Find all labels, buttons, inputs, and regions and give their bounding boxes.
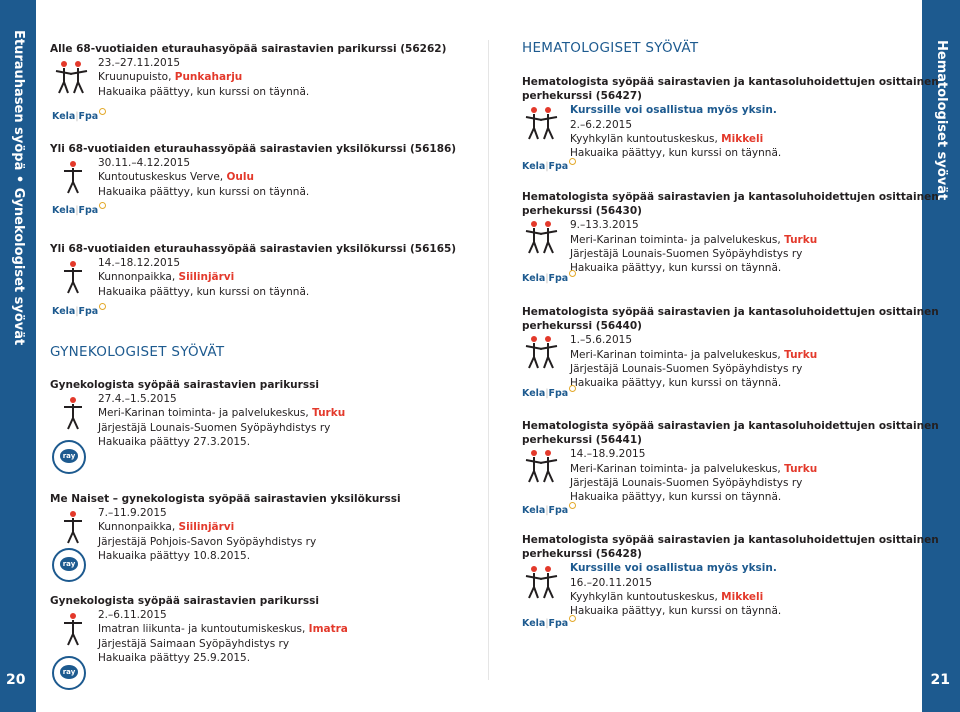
course-city: Turku bbox=[784, 233, 818, 246]
course-notice: Kurssille voi osallistua myös yksin. bbox=[570, 562, 777, 575]
course-status: Hakuaika päättyy 25.9.2015. bbox=[98, 651, 251, 664]
course-title: Me Naiset – gynekologista syöpää sairastavien yksilökurssi bbox=[50, 493, 401, 505]
kela-fpa-logo: Kela|Fpa bbox=[52, 303, 106, 317]
course-location: Kyyhkylän kuntoutuskeskus, Mikkeli bbox=[570, 590, 764, 603]
course-dates: 7.–11.9.2015 bbox=[98, 507, 167, 520]
course-title-line2: perhekurssi (56428) bbox=[522, 548, 642, 561]
left-sidebar bbox=[0, 0, 36, 712]
course-organizer: Järjestäjä Lounais-Suomen Syöpäyhdistys ry bbox=[570, 476, 803, 489]
course-dates: 30.11.–4.12.2015 bbox=[98, 157, 191, 170]
course-entry bbox=[522, 419, 939, 504]
couple-figure-icon bbox=[52, 60, 92, 94]
course-organizer: Järjestäjä Saimaan Syöpäyhdistys ry bbox=[98, 637, 290, 650]
page-divider bbox=[488, 40, 489, 680]
course-status: Hakuaika päättyy, kun kurssi on täynnä. bbox=[98, 85, 310, 98]
course-location: Kyyhkylän kuntoutuskeskus, Mikkeli bbox=[570, 132, 764, 145]
course-dates: 1.–5.6.2015 bbox=[570, 334, 633, 347]
couple-figure-icon bbox=[522, 565, 562, 599]
kela-fpa-logo: Kela|Fpa bbox=[52, 202, 106, 216]
course-dates: 2.–6.2.2015 bbox=[570, 118, 633, 131]
course-title-line1: Hematologista syöpää sairastavien ja kantasoluhoidettujen osittainen bbox=[522, 420, 939, 432]
course-status: Hakuaika päättyy, kun kurssi on täynnä. bbox=[570, 377, 782, 390]
course-title-line1: Hematologista syöpää sairastavien ja kantasoluhoidettujen osittainen bbox=[522, 534, 939, 546]
course-entry bbox=[50, 42, 446, 99]
course-dates: 16.–20.11.2015 bbox=[570, 576, 653, 589]
course-city: Punkaharju bbox=[174, 71, 243, 84]
course-location: Meri-Karinan toiminta- ja palvelukeskus, Turku bbox=[570, 348, 818, 361]
kela-fpa-logo: Kela|Fpa bbox=[522, 502, 576, 516]
course-entry bbox=[50, 378, 345, 449]
ray-logo: ray bbox=[52, 440, 86, 474]
kela-fpa-logo: Kela|Fpa bbox=[522, 615, 576, 629]
course-title: Yli 68-vuotiaiden eturauhassyöpää sairastavien yksilökurssi (56165) bbox=[50, 243, 457, 255]
course-location: Kunnonpaikka, Siilinjärvi bbox=[98, 271, 235, 284]
kela-fpa-logo: Kela|Fpa bbox=[52, 108, 106, 122]
course-dates: 14.–18.9.2015 bbox=[570, 448, 646, 461]
course-location: Meri-Karinan toiminta- ja palvelukeskus, Turku bbox=[570, 462, 818, 475]
course-organizer: Järjestäjä Lounais-Suomen Syöpäyhdistys ry bbox=[570, 362, 803, 375]
course-entry bbox=[50, 142, 456, 199]
single-figure-icon bbox=[56, 396, 90, 430]
couple-figure-icon bbox=[522, 106, 562, 140]
course-city: Mikkeli bbox=[721, 590, 764, 603]
course-location: Kruunupuisto, Punkaharju bbox=[98, 71, 243, 84]
course-entry bbox=[522, 190, 939, 275]
course-title: Gynekologista syöpää sairastavien parikurssi bbox=[50, 379, 319, 391]
course-organizer: Järjestäjä Lounais-Suomen Syöpäyhdistys ry bbox=[98, 421, 331, 434]
course-title-line2: perhekurssi (56430) bbox=[522, 205, 642, 218]
course-status: Hakuaika päättyy, kun kurssi on täynnä. bbox=[570, 605, 782, 618]
course-title-line1: Hematologista syöpää sairastavien ja kantasoluhoidettujen osittainen bbox=[522, 76, 939, 88]
couple-figure-icon bbox=[522, 220, 562, 254]
course-location: Meri-Karinan toiminta- ja palvelukeskus, Turku bbox=[570, 233, 818, 246]
kela-fpa-logo: Kela|Fpa bbox=[522, 158, 576, 172]
course-city: Turku bbox=[784, 462, 818, 475]
course-title-line1: Hematologista syöpää sairastavien ja kantasoluhoidettujen osittainen bbox=[522, 306, 939, 318]
course-location: Imatran liikunta- ja kuntoutumiskeskus, Imatra bbox=[98, 623, 348, 636]
course-dates: 27.4.–1.5.2015 bbox=[98, 393, 177, 406]
course-entry bbox=[522, 533, 939, 618]
course-entry bbox=[50, 594, 348, 665]
course-city: Turku bbox=[312, 407, 346, 420]
course-entry bbox=[522, 305, 939, 390]
course-entry bbox=[50, 242, 456, 299]
course-status: Hakuaika päättyy, kun kurssi on täynnä. bbox=[570, 262, 782, 275]
course-title-line2: perhekurssi (56441) bbox=[522, 434, 642, 447]
right-sidebar-label: Hematologiset syövät bbox=[934, 40, 949, 201]
course-status: Hakuaika päättyy, kun kurssi on täynnä. bbox=[98, 285, 310, 298]
section-heading-gynecological: GYNEKOLOGISET SYÖVÄT bbox=[50, 344, 225, 360]
course-city: Imatra bbox=[308, 623, 348, 636]
course-city: Siilinjärvi bbox=[178, 521, 235, 534]
single-figure-icon bbox=[56, 510, 90, 544]
course-entry bbox=[522, 75, 939, 160]
course-title: Alle 68-vuotiaiden eturauhasyöpää sairastavien parikurssi (56262) bbox=[50, 43, 447, 55]
left-sidebar-label: Eturauhasen syöpä • Gynekologiset syövät bbox=[11, 30, 26, 346]
course-status: Hakuaika päättyy 27.3.2015. bbox=[98, 435, 251, 448]
course-title-line2: perhekurssi (56427) bbox=[522, 90, 642, 103]
course-title: Gynekologista syöpää sairastavien parikurssi bbox=[50, 595, 319, 607]
course-city: Mikkeli bbox=[721, 132, 764, 145]
course-organizer: Järjestäjä Pohjois-Savon Syöpäyhdistys ry bbox=[98, 535, 317, 548]
course-location: Kuntoutuskeskus Verve, Oulu bbox=[98, 171, 254, 184]
course-entry bbox=[50, 492, 401, 563]
course-organizer: Järjestäjä Lounais-Suomen Syöpäyhdistys ry bbox=[570, 247, 803, 260]
course-dates: 14.–18.12.2015 bbox=[98, 257, 181, 270]
course-status: Hakuaika päättyy 10.8.2015. bbox=[98, 549, 251, 562]
single-figure-icon bbox=[56, 160, 90, 194]
course-title: Yli 68-vuotiaiden eturauhassyöpää sairastavien yksilökurssi (56186) bbox=[50, 143, 457, 155]
kela-fpa-logo: Kela|Fpa bbox=[522, 270, 576, 284]
course-dates: 9.–13.3.2015 bbox=[570, 219, 639, 232]
course-status: Hakuaika päättyy, kun kurssi on täynnä. bbox=[570, 147, 782, 160]
course-city: Turku bbox=[784, 348, 818, 361]
course-city: Oulu bbox=[226, 171, 254, 184]
course-dates: 23.–27.11.2015 bbox=[98, 57, 181, 70]
course-title-line2: perhekurssi (56440) bbox=[522, 320, 642, 333]
course-location: Meri-Karinan toiminta- ja palvelukeskus, Turku bbox=[98, 407, 346, 420]
course-title-line1: Hematologista syöpää sairastavien ja kantasoluhoidettujen osittainen bbox=[522, 191, 939, 203]
course-dates: 2.–6.11.2015 bbox=[98, 609, 167, 622]
course-status: Hakuaika päättyy, kun kurssi on täynnä. bbox=[570, 491, 782, 504]
ray-logo: ray bbox=[52, 656, 86, 690]
kela-fpa-logo: Kela|Fpa bbox=[522, 385, 576, 399]
section-heading-hematological: HEMATOLOGISET SYÖVÄT bbox=[522, 40, 699, 56]
couple-figure-icon bbox=[522, 449, 562, 483]
single-figure-icon bbox=[56, 260, 90, 294]
right-page-number: 21 bbox=[930, 672, 950, 688]
ray-logo: ray bbox=[52, 548, 86, 582]
course-city: Siilinjärvi bbox=[178, 271, 235, 284]
course-location: Kunnonpaikka, Siilinjärvi bbox=[98, 521, 235, 534]
course-notice: Kurssille voi osallistua myös yksin. bbox=[570, 104, 777, 117]
couple-figure-icon bbox=[522, 335, 562, 369]
course-status: Hakuaika päättyy, kun kurssi on täynnä. bbox=[98, 185, 310, 198]
left-page-number: 20 bbox=[6, 672, 26, 688]
single-figure-icon bbox=[56, 612, 90, 646]
